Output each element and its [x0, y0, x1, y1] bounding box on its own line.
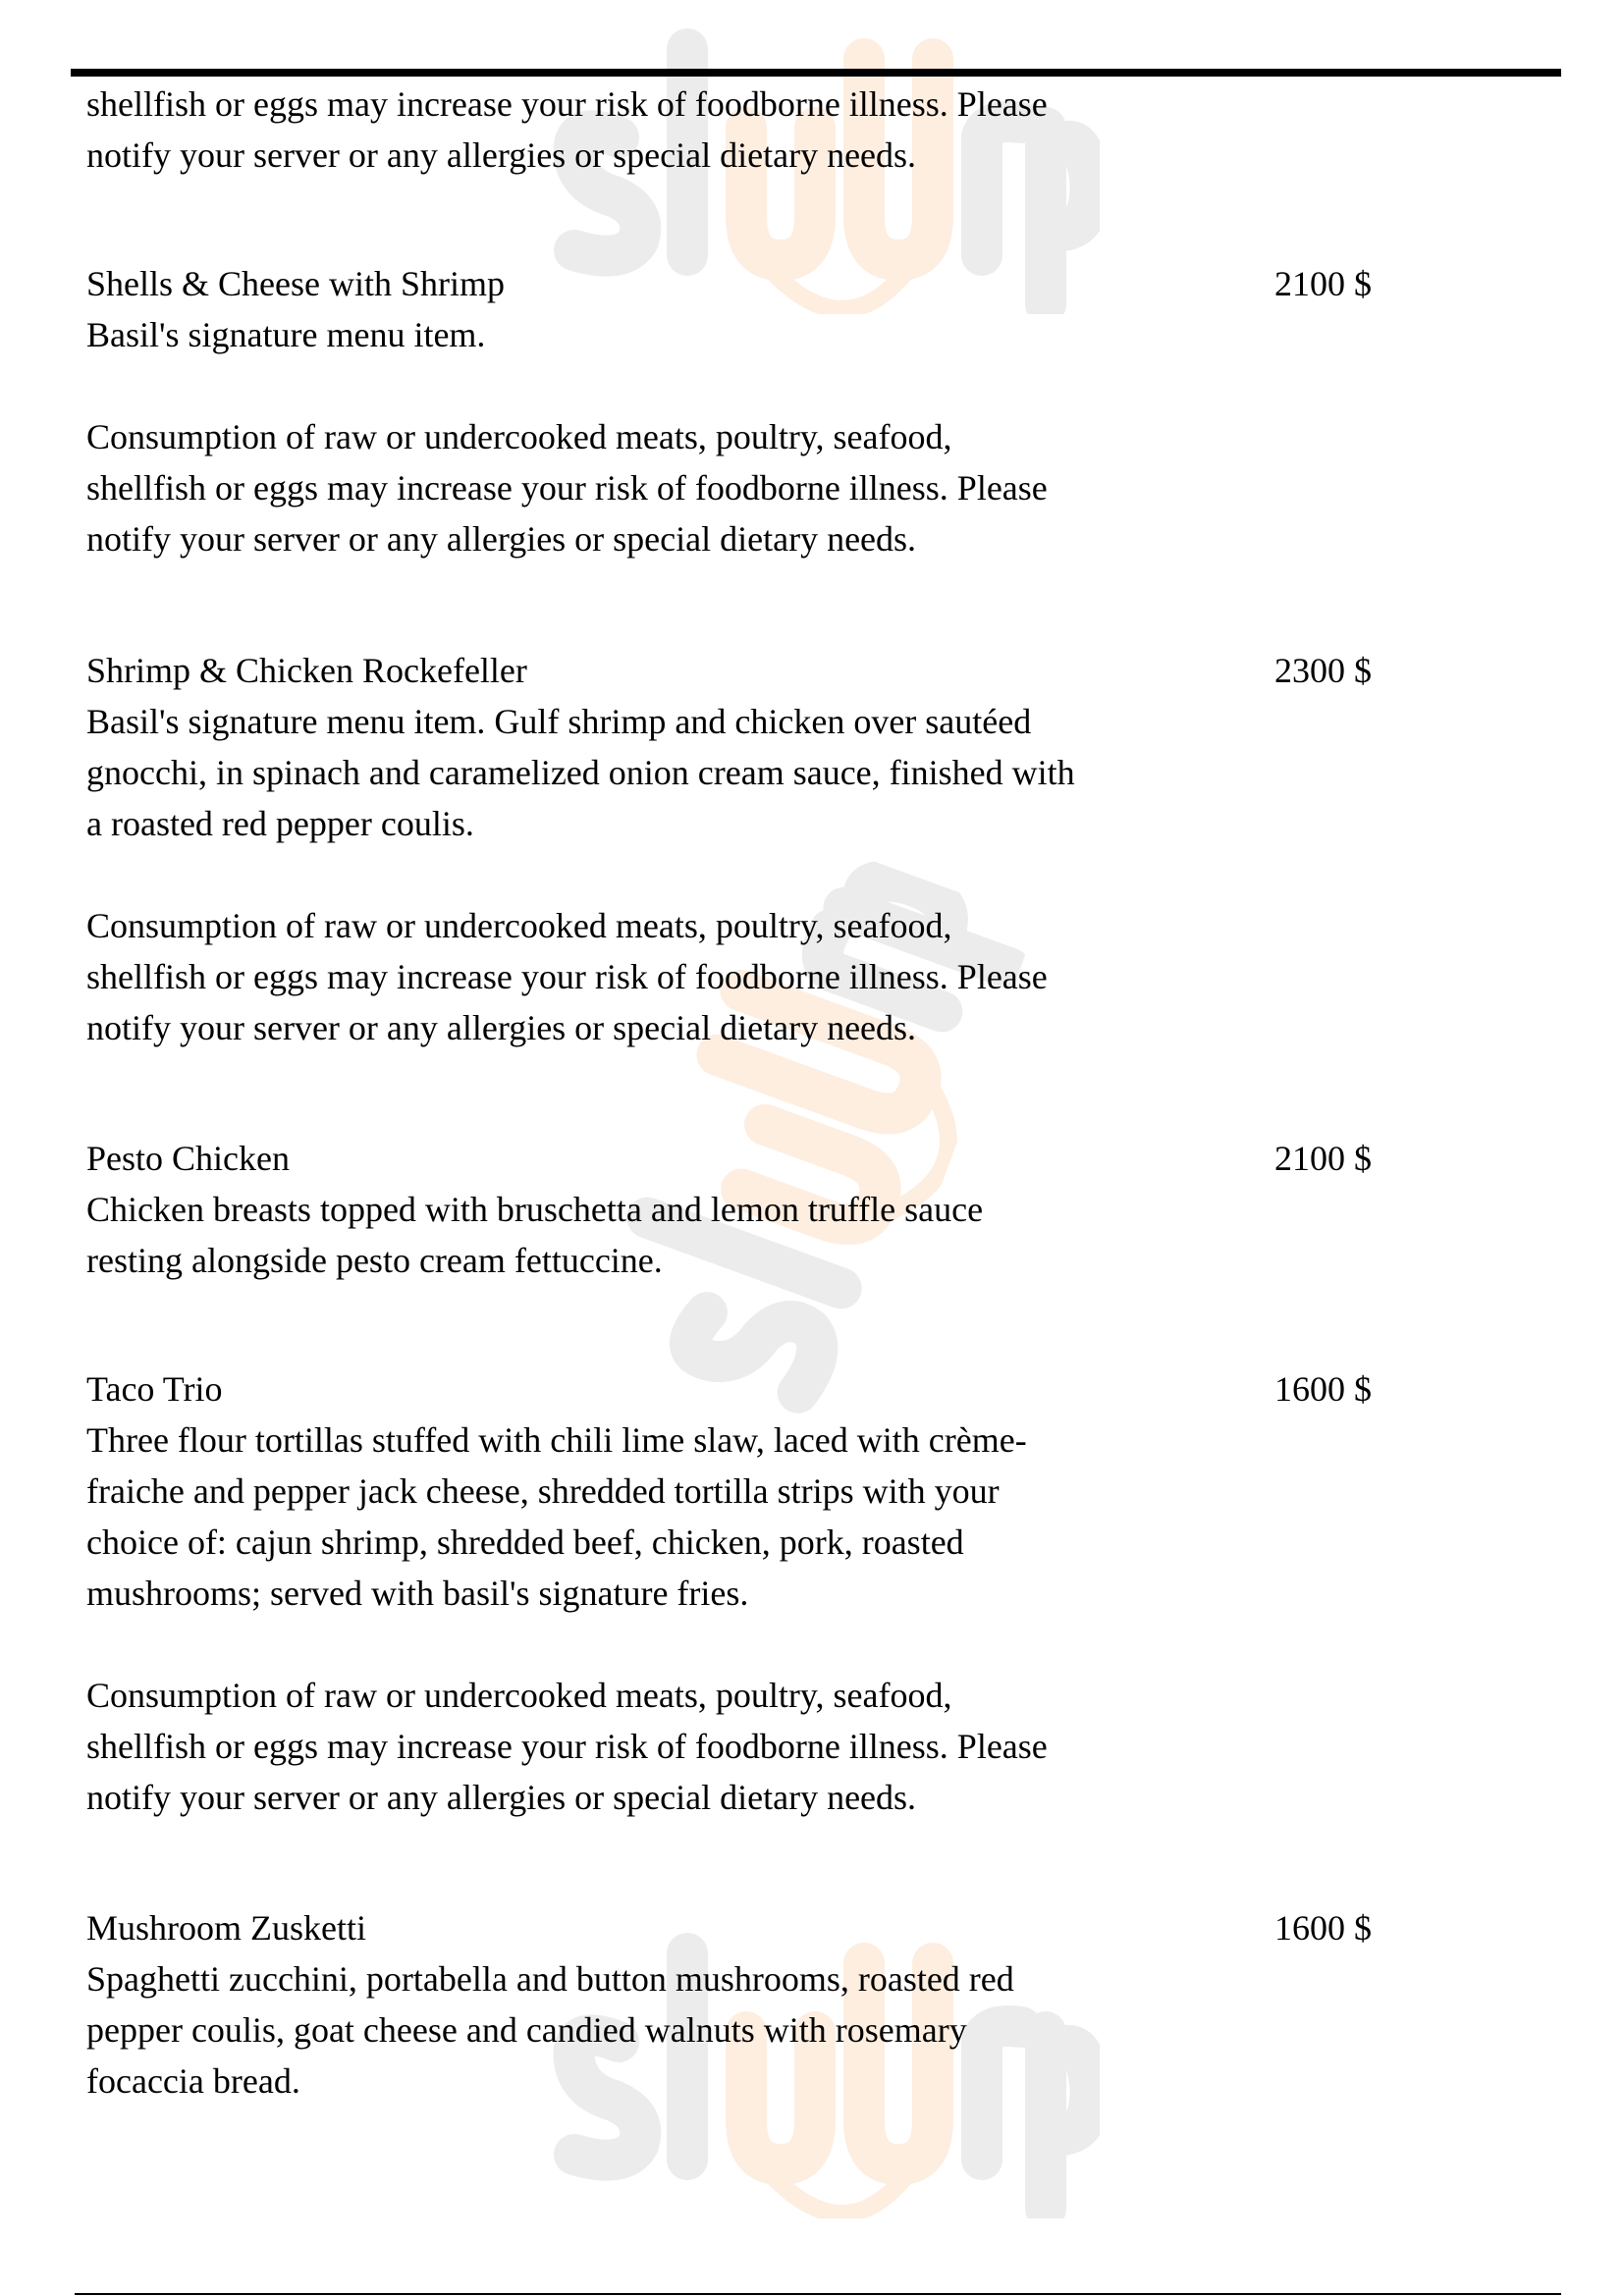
item-price: 2100 $ — [1274, 1139, 1372, 1178]
disclaimer: Consumption of raw or undercooked meats, poultry, seafood, — [86, 417, 952, 456]
item-name: Mushroom Zusketti — [86, 1908, 366, 1948]
menu-item — [86, 1363, 1265, 1823]
spacer — [86, 849, 1265, 900]
disclaimer: notify your server or any allergies or special dietary needs. — [86, 1778, 917, 1817]
menu-item — [86, 258, 1265, 564]
disclaimer: shellfish or eggs may increase your risk of foodborne illness. Please — [86, 468, 1048, 507]
menu-item — [86, 1133, 1265, 1286]
item-name: Taco Trio — [86, 1369, 223, 1409]
item-description: resting alongside pesto cream fettuccine. — [86, 1241, 663, 1280]
item-description: choice of: cajun shrimp, shredded beef, chicken, pork, roasted — [86, 1522, 964, 1562]
item-description: Spaghetti zucchini, portabella and button mushrooms, roasted red — [86, 1959, 1014, 1999]
disclaimer: notify your server or any allergies or special dietary needs. — [86, 1008, 917, 1047]
disclaimer: Consumption of raw or undercooked meats, poultry, seafood, — [86, 1676, 952, 1715]
item-description: a roasted red pepper coulis. — [86, 804, 474, 843]
item-description: Basil's signature menu item. Gulf shrimp and chicken over sautéed — [86, 702, 1032, 741]
item-description: gnocchi, in spinach and caramelized onion cream sauce, finished with — [86, 753, 1075, 792]
spacer — [86, 360, 1265, 411]
spacer — [86, 1619, 1265, 1670]
item-price: 2100 $ — [1274, 264, 1372, 303]
item-description: focaccia bread. — [86, 2061, 300, 2101]
disclaimer: notify your server or any allergies or special dietary needs. — [86, 519, 917, 559]
item-name: Pesto Chicken — [86, 1139, 290, 1178]
item-description: mushrooms; served with basil's signature fries. — [86, 1574, 749, 1613]
item-price: 2300 $ — [1274, 651, 1372, 690]
item-description: Basil's signature menu item. — [86, 315, 486, 354]
text-line: shellfish or eggs may increase your risk of foodborne illness. Please — [86, 84, 1048, 124]
item-description: Chicken breasts topped with bruschetta and lemon truffle sauce — [86, 1190, 984, 1229]
disclaimer-continuation — [86, 79, 1265, 181]
menu-item — [86, 1902, 1265, 2107]
disclaimer: shellfish or eggs may increase your risk of foodborne illness. Please — [86, 957, 1048, 996]
disclaimer: Consumption of raw or undercooked meats, poultry, seafood, — [86, 906, 952, 945]
text-line: notify your server or any allergies or special dietary needs. — [86, 135, 917, 175]
item-description: fraiche and pepper jack cheese, shredded tortilla strips with your — [86, 1471, 1000, 1511]
bottom-divider — [75, 2293, 1561, 2295]
item-name: Shells & Cheese with Shrimp — [86, 264, 505, 303]
item-name: Shrimp & Chicken Rockefeller — [86, 651, 527, 690]
top-divider — [71, 69, 1561, 77]
disclaimer: shellfish or eggs may increase your risk of foodborne illness. Please — [86, 1727, 1048, 1766]
item-price: 1600 $ — [1274, 1908, 1372, 1948]
item-description: pepper coulis, goat cheese and candied walnuts with rosemary — [86, 2010, 967, 2050]
item-description: Three flour tortillas stuffed with chili lime slaw, laced with crème- — [86, 1420, 1027, 1460]
item-price: 1600 $ — [1274, 1369, 1372, 1409]
menu-item — [86, 645, 1265, 1053]
